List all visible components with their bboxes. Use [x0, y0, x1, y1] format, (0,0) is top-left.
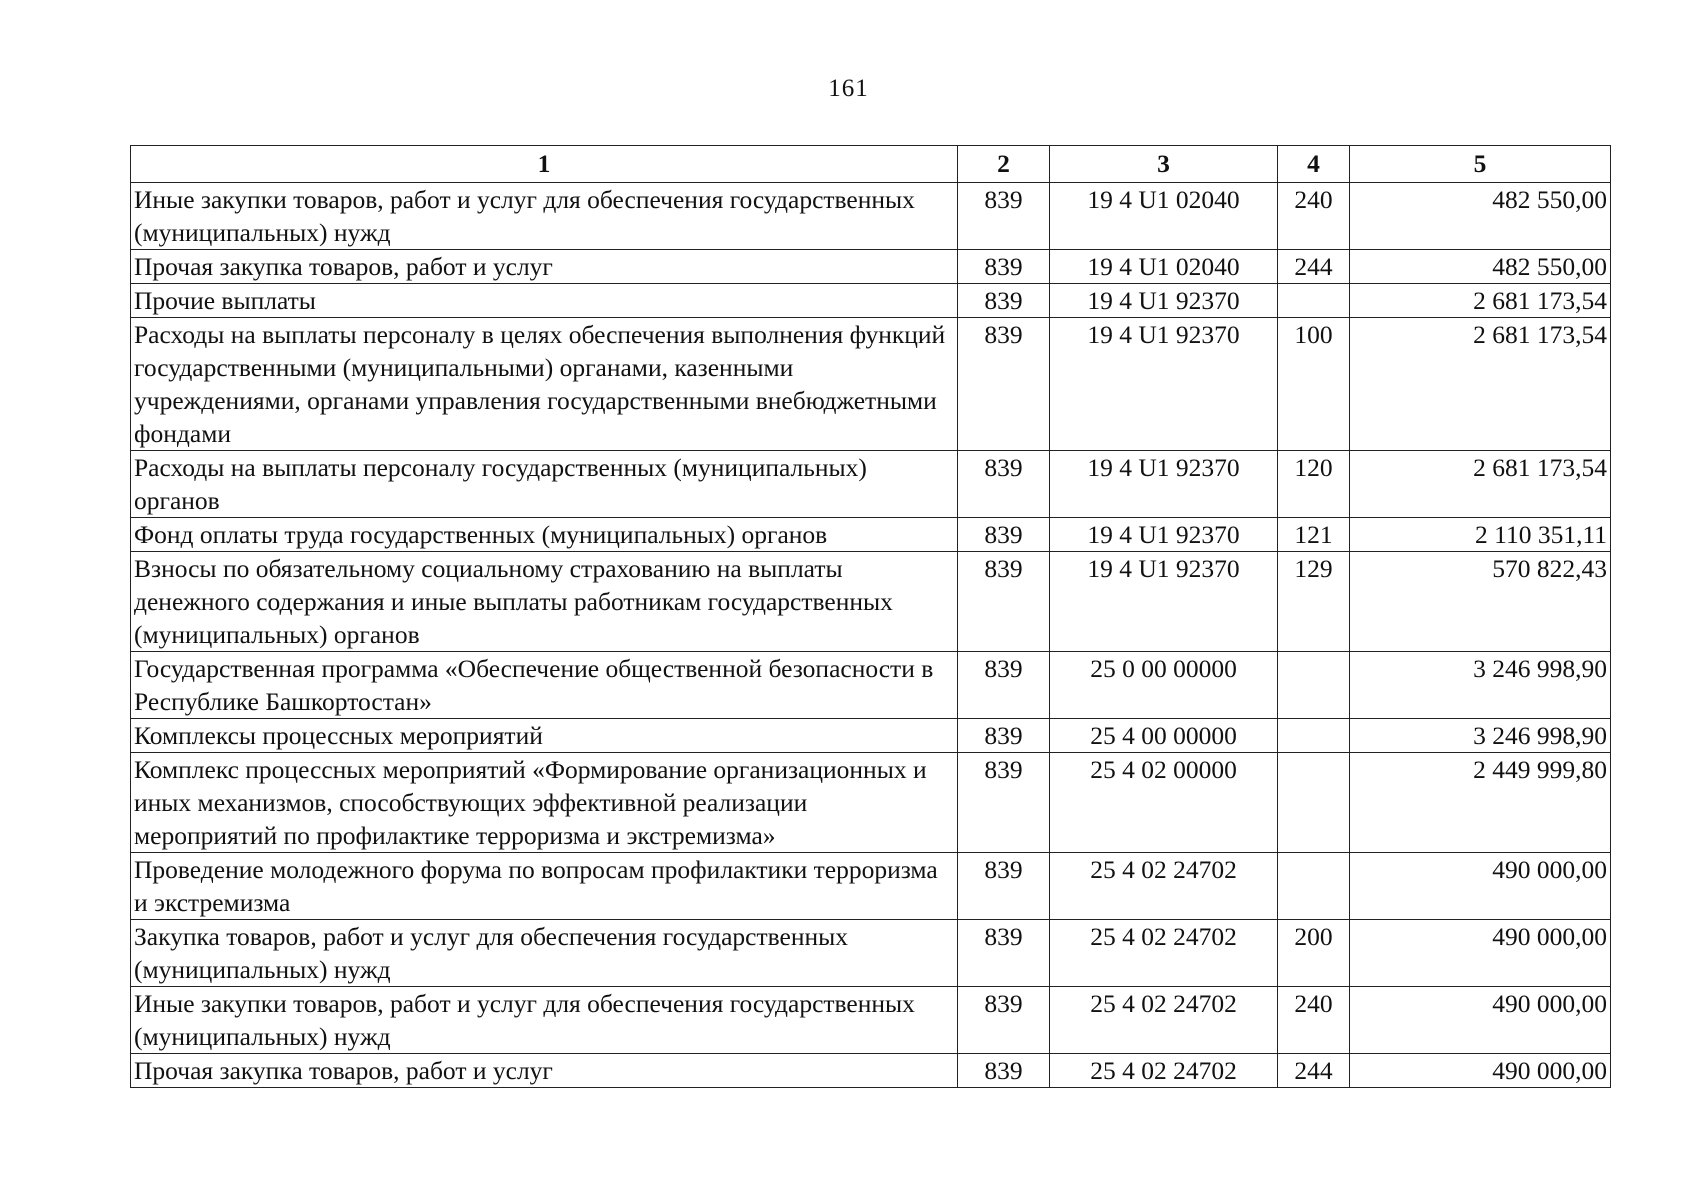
row-name: Иные закупки товаров, работ и услуг для обеспечения государственных (муниципальных) нужд	[131, 987, 958, 1054]
row-target-code: 25 4 02 24702	[1050, 853, 1278, 920]
row-ministry-code: 839	[958, 753, 1050, 853]
row-name: Расходы на выплаты персоналу в целях обеспечения выполнения функций государственными (муниципальными) органами, казенными учреждениями, органами управления государственными внебюджетными фондами	[131, 318, 958, 451]
table-row	[131, 719, 1611, 753]
row-name: Комплексы процессных мероприятий	[131, 719, 958, 753]
page-number: 161	[828, 75, 869, 102]
table-row	[131, 853, 1611, 920]
row-target-code: 19 4 U1 92370	[1050, 518, 1278, 552]
table-row	[131, 552, 1611, 652]
row-target-code: 19 4 U1 92370	[1050, 451, 1278, 518]
row-ministry-code: 839	[958, 250, 1050, 284]
row-expense-type: 240	[1278, 183, 1350, 250]
row-amount: 490 000,00	[1350, 853, 1611, 920]
row-target-code: 19 4 U1 02040	[1050, 183, 1278, 250]
row-amount: 490 000,00	[1350, 920, 1611, 987]
row-amount: 482 550,00	[1350, 183, 1611, 250]
row-ministry-code: 839	[958, 987, 1050, 1054]
row-amount: 2 681 173,54	[1350, 284, 1611, 318]
table-header-row	[131, 146, 1611, 183]
row-name: Прочие выплаты	[131, 284, 958, 318]
table-row	[131, 753, 1611, 853]
row-name: Прочая закупка товаров, работ и услуг	[131, 1054, 958, 1088]
row-name: Взносы по обязательному социальному страхованию на выплаты денежного содержания и иные выплаты работникам государственных (муниципальных) органов	[131, 552, 958, 652]
row-ministry-code: 839	[958, 1054, 1050, 1088]
header-col-5: 5	[1350, 146, 1611, 183]
row-ministry-code: 839	[958, 552, 1050, 652]
row-ministry-code: 839	[958, 183, 1050, 250]
row-amount: 482 550,00	[1350, 250, 1611, 284]
row-ministry-code: 839	[958, 318, 1050, 451]
row-name: Фонд оплаты труда государственных (муниципальных) органов	[131, 518, 958, 552]
row-name: Прочая закупка товаров, работ и услуг	[131, 250, 958, 284]
row-target-code: 19 4 U1 92370	[1050, 552, 1278, 652]
header-col-4: 4	[1278, 146, 1350, 183]
row-ministry-code: 839	[958, 719, 1050, 753]
row-expense-type	[1278, 853, 1350, 920]
row-target-code: 25 4 00 00000	[1050, 719, 1278, 753]
row-target-code: 19 4 U1 02040	[1050, 250, 1278, 284]
row-expense-type: 121	[1278, 518, 1350, 552]
row-target-code: 25 0 00 00000	[1050, 652, 1278, 719]
row-target-code: 19 4 U1 92370	[1050, 318, 1278, 451]
row-expense-type: 244	[1278, 1054, 1350, 1088]
row-amount: 3 246 998,90	[1350, 719, 1611, 753]
header-col-1: 1	[131, 146, 958, 183]
row-amount: 3 246 998,90	[1350, 652, 1611, 719]
header-col-3: 3	[1050, 146, 1278, 183]
budget-table	[130, 145, 1611, 1088]
row-name: Комплекс процессных мероприятий «Формирование организационных и иных механизмов, способствующих эффективной реализации мероприятий по профилактике терроризма и экстремизма»	[131, 753, 958, 853]
row-target-code: 19 4 U1 92370	[1050, 284, 1278, 318]
row-target-code: 25 4 02 00000	[1050, 753, 1278, 853]
table-row	[131, 920, 1611, 987]
row-amount: 2 681 173,54	[1350, 318, 1611, 451]
row-ministry-code: 839	[958, 518, 1050, 552]
row-amount: 490 000,00	[1350, 1054, 1611, 1088]
row-amount: 490 000,00	[1350, 987, 1611, 1054]
table-row	[131, 250, 1611, 284]
row-ministry-code: 839	[958, 652, 1050, 719]
row-ministry-code: 839	[958, 284, 1050, 318]
row-name: Государственная программа «Обеспечение общественной безопасности в Республике Башкортостан»	[131, 652, 958, 719]
table-row	[131, 518, 1611, 552]
row-expense-type	[1278, 652, 1350, 719]
table-row	[131, 318, 1611, 451]
row-target-code: 25 4 02 24702	[1050, 987, 1278, 1054]
table-row	[131, 284, 1611, 318]
table-row	[131, 1054, 1611, 1088]
row-ministry-code: 839	[958, 920, 1050, 987]
row-name: Проведение молодежного форума по вопросам профилактики терроризма и экстремизма	[131, 853, 958, 920]
row-ministry-code: 839	[958, 853, 1050, 920]
row-name: Расходы на выплаты персоналу государственных (муниципальных) органов	[131, 451, 958, 518]
row-target-code: 25 4 02 24702	[1050, 920, 1278, 987]
row-expense-type: 200	[1278, 920, 1350, 987]
table-row	[131, 183, 1611, 250]
table-row	[131, 451, 1611, 518]
row-target-code: 25 4 02 24702	[1050, 1054, 1278, 1088]
row-expense-type: 129	[1278, 552, 1350, 652]
row-expense-type	[1278, 719, 1350, 753]
row-expense-type	[1278, 284, 1350, 318]
row-expense-type	[1278, 753, 1350, 853]
row-ministry-code: 839	[958, 451, 1050, 518]
row-name: Иные закупки товаров, работ и услуг для обеспечения государственных (муниципальных) нужд	[131, 183, 958, 250]
table-row	[131, 987, 1611, 1054]
row-amount: 2 449 999,80	[1350, 753, 1611, 853]
row-expense-type: 244	[1278, 250, 1350, 284]
row-expense-type: 100	[1278, 318, 1350, 451]
row-amount: 570 822,43	[1350, 552, 1611, 652]
row-name: Закупка товаров, работ и услуг для обеспечения государственных (муниципальных) нужд	[131, 920, 958, 987]
row-expense-type: 240	[1278, 987, 1350, 1054]
row-expense-type: 120	[1278, 451, 1350, 518]
row-amount: 2 110 351,11	[1350, 518, 1611, 552]
table-row	[131, 652, 1611, 719]
row-amount: 2 681 173,54	[1350, 451, 1611, 518]
header-col-2: 2	[958, 146, 1050, 183]
